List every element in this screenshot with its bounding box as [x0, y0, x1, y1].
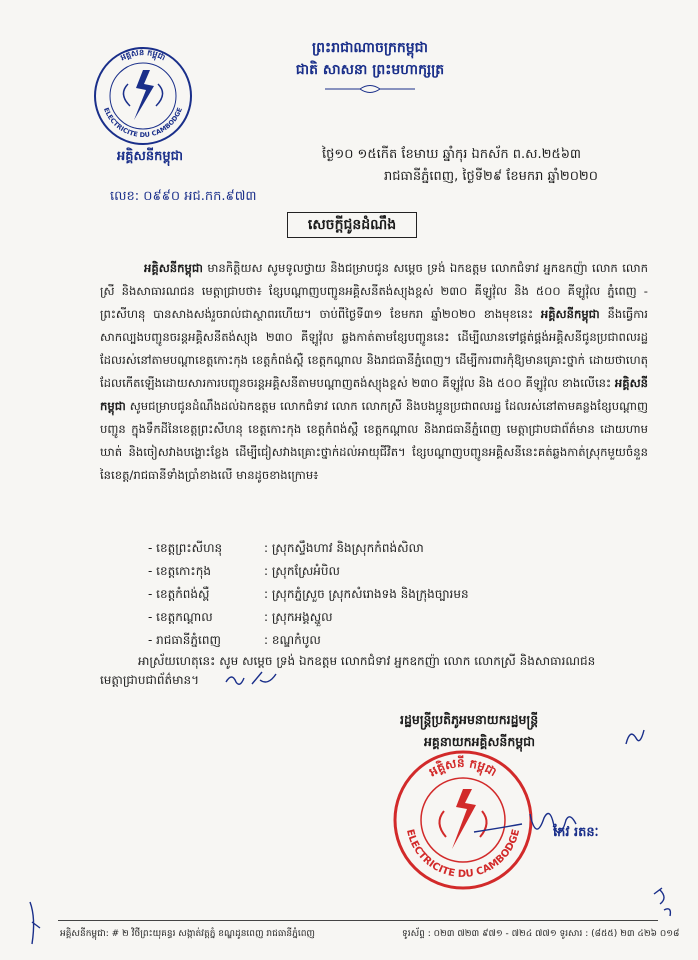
national-motto: ជាតិ សាសនា ព្រះមហាក្សត្រ	[295, 62, 445, 78]
footer-phones: ទូរស័ព្ទ : ០២៣ ៧២៣ ៩៧១ - ៧២៤ ៧៧១ ទូរសារ : (៨៥៥) ២៣ ៤២៦ ០១៨	[402, 929, 680, 939]
list-item: - ខេត្តព្រះសីហនុ : ស្រុកស្ទឹងហាវ និងស្រុកកំពង់សិលា	[148, 541, 424, 555]
closing-paragraph-end: មេត្តាជ្រាបជាព័ត៌មាន។	[100, 673, 200, 687]
ornament-divider	[320, 84, 420, 94]
edc-logo	[88, 40, 198, 146]
list-item: - ខេត្តកំពង់ស្ពឺ : ស្រុកភ្នំស្រួច ស្រុកសំរោងទង និងក្រុងច្បារមន	[148, 587, 469, 601]
footer-divider	[58, 920, 658, 921]
margin-mark-right	[650, 884, 680, 920]
list-item: - ខេត្តកណ្តាល : ស្រុកអង្គស្នួល	[148, 610, 333, 624]
logo-top-text: អគ្គិសនី កម្ពុជា	[119, 47, 167, 63]
stamp-top-text: អគ្គិសនី កម្ពុជា	[426, 755, 500, 780]
paragraph-part-a: មានកិត្តិយស សូមទូលថ្វាយ និងជម្រាបជូន សម្តេច ទ្រង់ ឯកឧត្តម លោកជំទាវ អ្នកឧកញ៉ា លោក លោកស្រី និងសាធារណជន មេត្តាជ្រាបថា៖ ខ្សែបណ្តាញបញ្ជូនអគ្គិសនីតង់ស្យុងខ្ពស់ ២៣០ គីឡូវ៉ុល និង ៥០០ គីឡូវ៉ុល ភ្នំពេញ - ព្រះសីហនុ បានសាងសង់រួចរាល់ជាស្ថាពរហើយ។ ចាប់ពីថ្ងៃទី៣១ ខែមករា ឆ្នាំ២០២០ ខាងមុខនេះ	[100, 261, 648, 321]
footer-address: អគ្គិសនីកម្ពុជា: # ២ វិថីព្រះយុគន្ធរ សង្កាត់វត្តភ្នំ ខណ្ឌដូនពេញ រាជធានីភ្នំពេញ	[60, 929, 315, 939]
province-list	[148, 540, 588, 655]
lunar-date: ថ្ងៃ១០ ១៥កើត ខែមាឃ ឆ្នាំកុរ ឯកស័ក ព.ស.២៥៦៣	[322, 147, 582, 162]
reference-number: លេខ: ០៩៩០ អជ.កក.៩៧៣	[110, 189, 257, 204]
margin-mark-left	[24, 898, 46, 948]
notice-paragraph	[100, 257, 648, 487]
org-lead: អគ្គិសនីកម្ពុជា	[144, 261, 203, 275]
kingdom-title: ព្រះរាជាណាចក្រកម្ពុជា	[311, 40, 428, 56]
organization-name: អគ្គិសនីកម្ពុជា	[116, 149, 183, 164]
list-item: - រាជធានីភ្នំពេញ : ខណ្ឌកំបូល	[148, 633, 321, 647]
document-title: សេចក្តីជូនដំណឹង	[287, 212, 417, 238]
paragraph-part-c: សូមជម្រាបជូនដំណឹងដល់ឯកឧត្តម លោកជំទាវ លោក លោកស្រី និងបងប្អូនប្រជាពលរដ្ឋ ដែលរស់នៅតាមគន្លងខ្សែបណ្តាញបញ្ជូន ក្នុងទឹកដីនៃខេត្តព្រះសីហនុ ខេត្តកោះកុង ខេត្តកំពង់ស្ពឺ ខេត្តកណ្តាល និងរាជធានីភ្នំពេញ មេត្តាជ្រាបជាព័ត៌មាន ដោយហាមឃាត់ និងចៀសវាងបង្ហោះខ្លែង ដើម្បីជៀសវាងគ្រោះថ្នាក់ដល់អាយុជីវិត។ ខ្សែបណ្តាញបញ្ជូនអគ្គិសនីនេះគត់ឆ្លងកាត់ស្រុកមួយចំនួននៃខេត្ត/រាជធានីទាំងប្រាំខាងលើ មានដូចខាងក្រោម៖	[100, 399, 648, 482]
stamp-bottom-text: ELECTRICITE DU CAMBODGE	[403, 828, 523, 881]
initial-mark	[222, 668, 282, 690]
signatory-position: អគ្គនាយកអគ្គិសនីកម្ពុជា	[424, 734, 536, 749]
signatory-name: កែវ រតនៈ	[553, 825, 599, 840]
logo-bottom-text: ELECTRICITE DU CAMBODGE	[102, 106, 184, 140]
paragraph-part-b: នឹងធ្វើការសាកល្បងបញ្ជូនចរន្តអគ្គិសនីតង់ស្យុង ២៣០ គីឡូវ៉ុល ឆ្លងកាត់តាមខ្សែបញ្ជូននេះ ដើម្បីឈានទៅផ្គត់ផ្គង់អគ្គិសនីជូនប្រជាពលរដ្ឋ ដែលរស់នៅតាមបណ្តាខេត្តកោះកុង ខេត្តកំពង់ស្ពឺ ខេត្តកណ្តាល និងរាជធានីភ្នំពេញ។ ដើម្បីការពារកុំឱ្យមានគ្រោះថ្នាក់ ដោយថាហេតុដែលកើតឡើងដោយសារការបញ្ជូនចរន្តអគ្គិសនីតាមបណ្តាញតង់ស្យុងខ្ពស់ ២៣០ គីឡូវ៉ុល និង ៥០០ គីឡូវ៉ុល ខាងលើនេះ	[100, 307, 648, 390]
closing-paragraph: អាស្រ័យហេតុនេះ សូម សម្តេច ទ្រង់ ឯកឧត្តម លោកជំទាវ អ្នកឧកញ៉ា លោក លោកស្រី និងសាធារណជន	[138, 654, 596, 668]
margin-initial	[620, 722, 650, 752]
org-lead-3: អគ្គិសនីកម្ពុជា	[100, 376, 648, 413]
list-item: - ខេត្តកោះកុង : ស្រុកស្រែអំបិល	[148, 564, 340, 578]
signatory-title: រដ្ឋមន្ត្រីប្រតិភូអមនាយករដ្ឋមន្ត្រី	[400, 712, 539, 727]
solar-date: រាជធានីភ្នំពេញ, ថ្ងៃទី២៩ ខែមករា ឆ្នាំ២០២០	[384, 169, 598, 184]
org-lead-2: អគ្គិសនីកម្ពុជា	[540, 307, 600, 321]
